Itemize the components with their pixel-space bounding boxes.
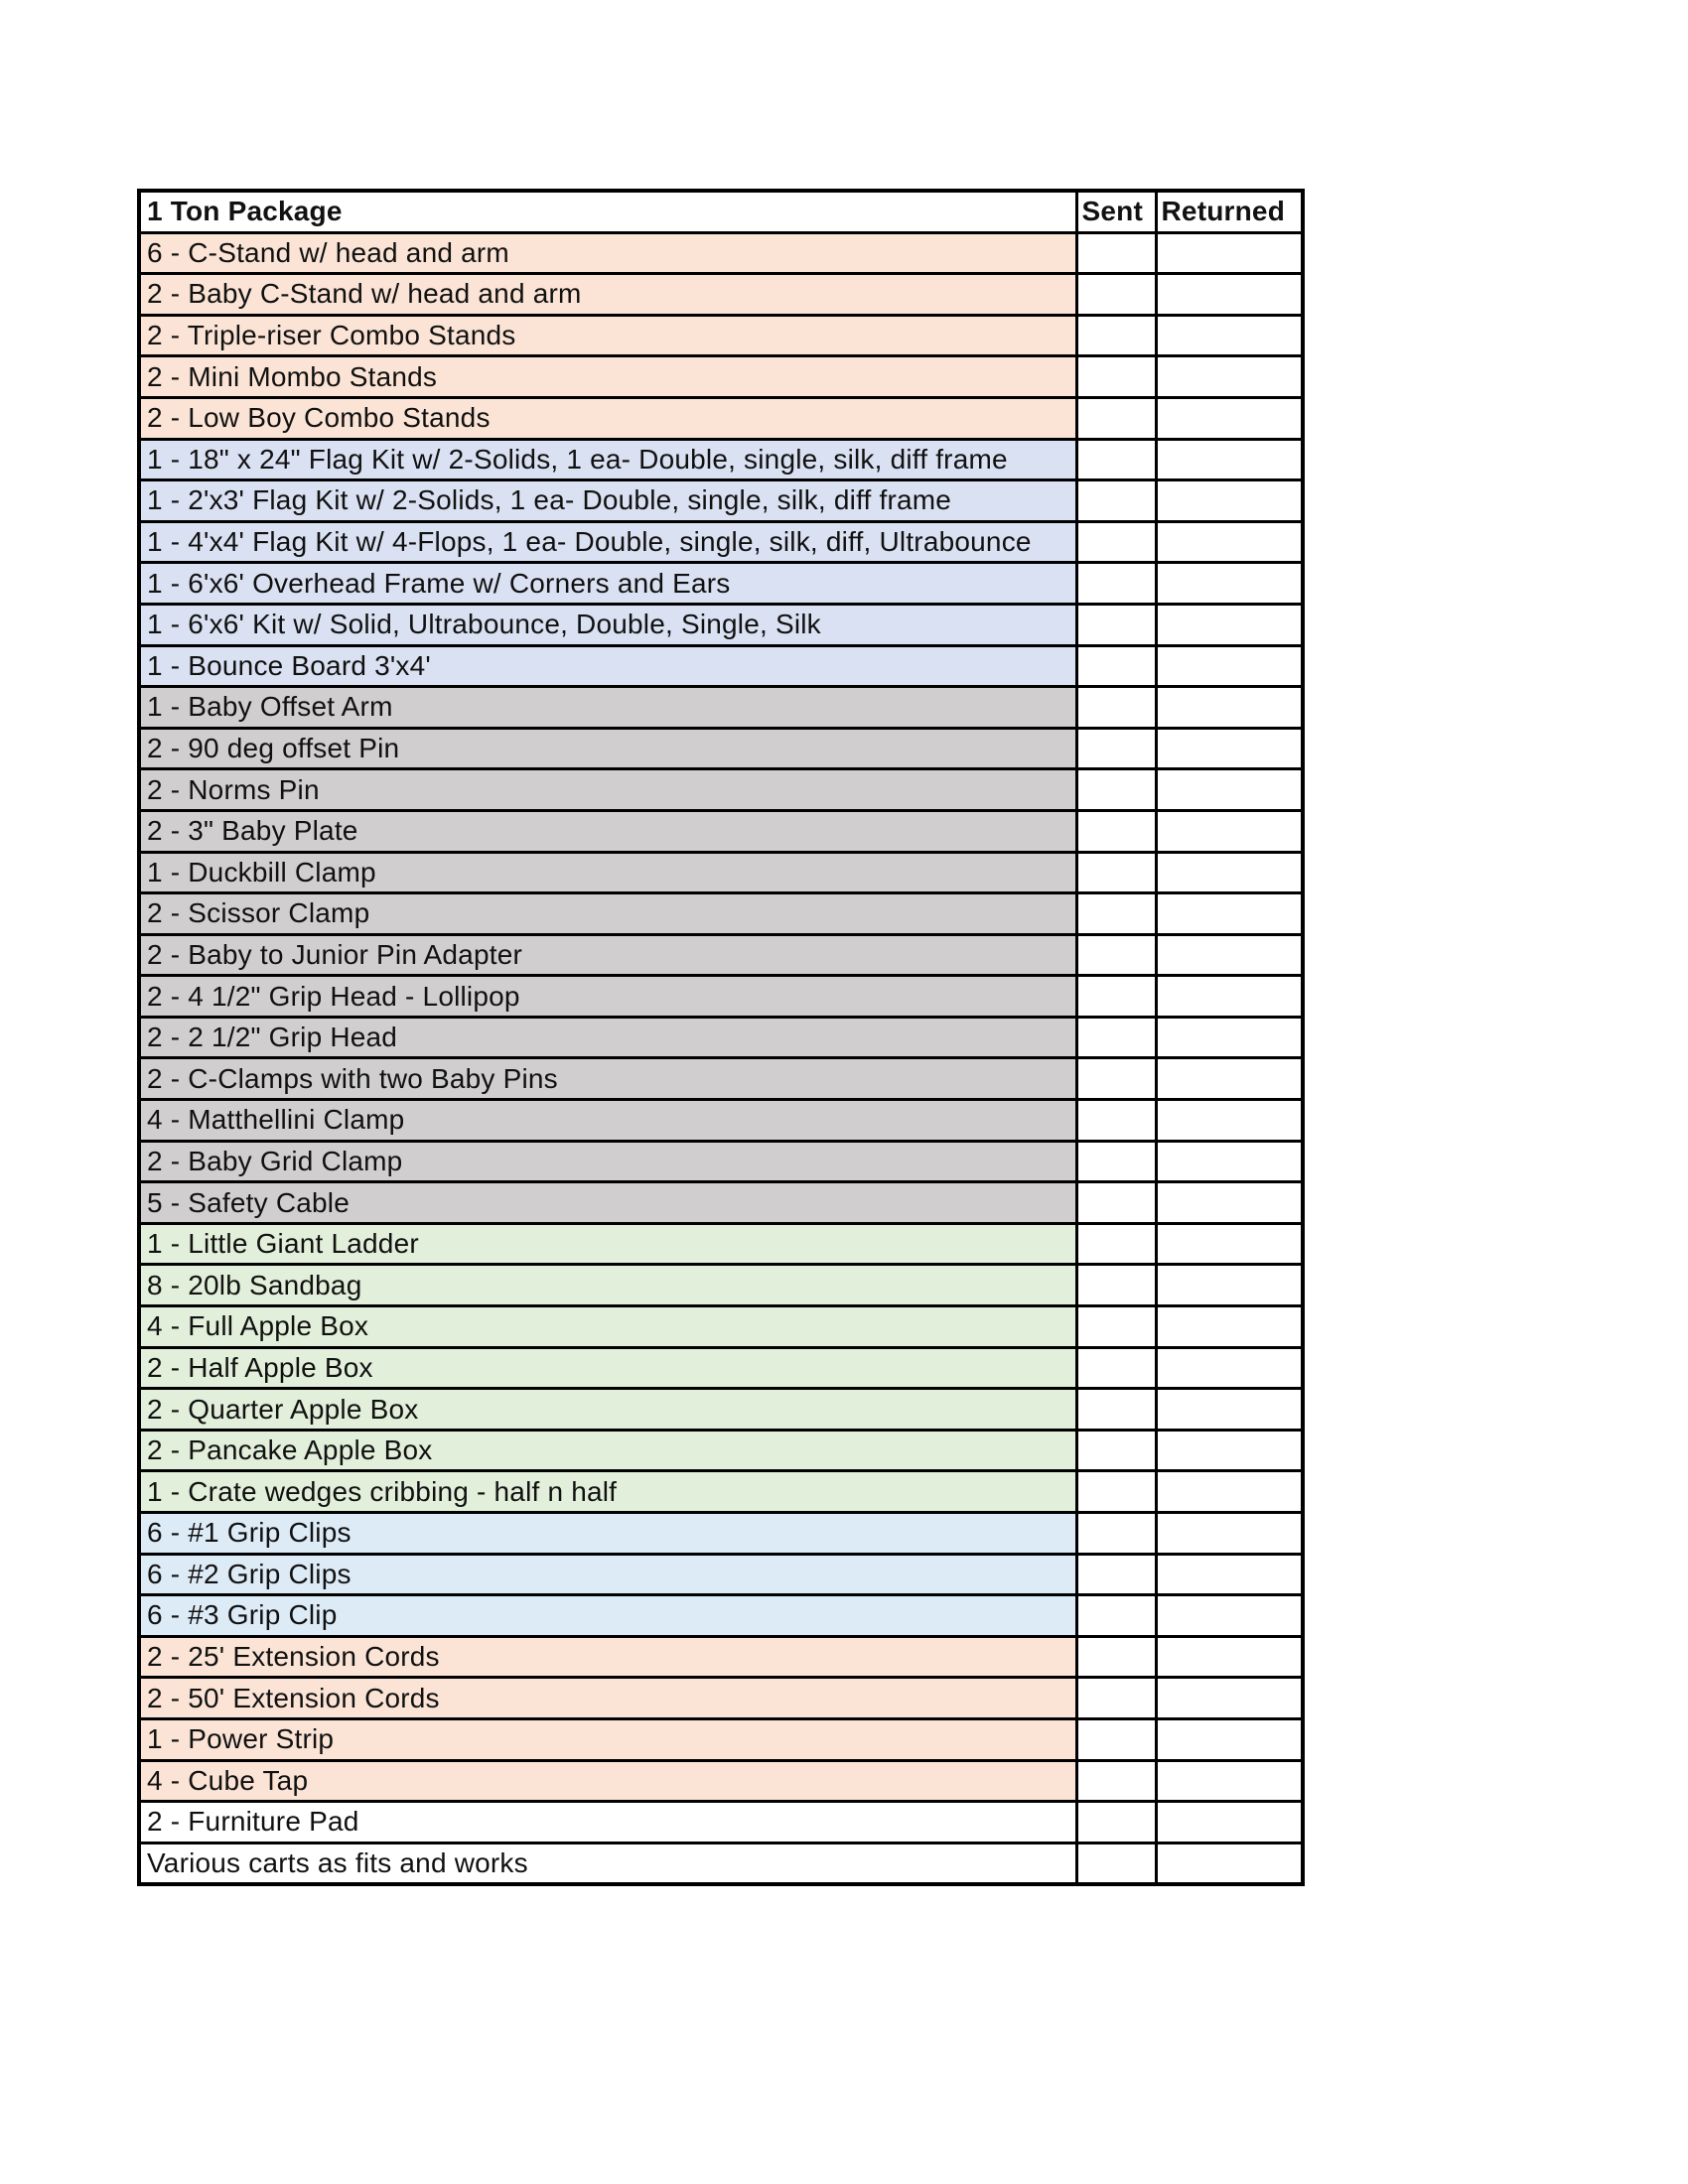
returned-column-header: Returned (1156, 191, 1303, 232)
item-description: 2 - 90 deg offset Pin (139, 728, 1076, 769)
checklist-row (139, 893, 1303, 935)
sent-checkbox-cell[interactable] (1076, 1347, 1156, 1389)
item-description: 2 - Pancake Apple Box (139, 1430, 1076, 1471)
sent-checkbox-cell[interactable] (1076, 1141, 1156, 1182)
returned-checkbox-cell[interactable] (1156, 1802, 1303, 1843)
item-description: 8 - 20lb Sandbag (139, 1265, 1076, 1306)
item-description: 2 - Furniture Pad (139, 1802, 1076, 1843)
sent-checkbox-cell[interactable] (1076, 1265, 1156, 1306)
sent-checkbox-cell[interactable] (1076, 1306, 1156, 1348)
returned-checkbox-cell[interactable] (1156, 645, 1303, 687)
checklist-row (139, 1554, 1303, 1595)
returned-checkbox-cell[interactable] (1156, 728, 1303, 769)
checklist-row (139, 852, 1303, 893)
checklist-row (139, 1718, 1303, 1760)
checklist-row (139, 1843, 1303, 1884)
sent-checkbox-cell[interactable] (1076, 1513, 1156, 1555)
item-description: 2 - Baby C-Stand w/ head and arm (139, 274, 1076, 316)
sent-checkbox-cell[interactable] (1076, 769, 1156, 811)
returned-checkbox-cell[interactable] (1156, 480, 1303, 522)
checklist-row (139, 769, 1303, 811)
returned-checkbox-cell[interactable] (1156, 604, 1303, 645)
item-description: 1 - 2'x3' Flag Kit w/ 2-Solids, 1 ea- Double, single, silk, diff frame (139, 480, 1076, 522)
item-description: 2 - Norms Pin (139, 769, 1076, 811)
item-description: 1 - Bounce Board 3'x4' (139, 645, 1076, 687)
checklist-row (139, 315, 1303, 356)
sent-checkbox-cell[interactable] (1076, 232, 1156, 274)
item-description: 1 - Duckbill Clamp (139, 852, 1076, 893)
returned-checkbox-cell[interactable] (1156, 232, 1303, 274)
checklist-row (139, 1223, 1303, 1265)
checklist-row (139, 604, 1303, 645)
item-description: 5 - Safety Cable (139, 1182, 1076, 1224)
sent-checkbox-cell[interactable] (1076, 852, 1156, 893)
returned-checkbox-cell[interactable] (1156, 563, 1303, 605)
checklist-row (139, 1595, 1303, 1637)
sent-checkbox-cell[interactable] (1076, 1843, 1156, 1884)
item-description: 2 - C-Clamps with two Baby Pins (139, 1058, 1076, 1100)
sent-checkbox-cell[interactable] (1076, 315, 1156, 356)
item-description: 1 - 4'x4' Flag Kit w/ 4-Flops, 1 ea- Double, single, silk, diff, Ultrabounce (139, 521, 1076, 563)
checklist-row (139, 810, 1303, 852)
item-description: 1 - Crate wedges cribbing - half n half (139, 1471, 1076, 1513)
sent-checkbox-cell[interactable] (1076, 397, 1156, 439)
checklist-row (139, 1636, 1303, 1678)
sent-checkbox-cell[interactable] (1076, 1223, 1156, 1265)
sent-checkbox-cell[interactable] (1076, 728, 1156, 769)
checklist-row (139, 976, 1303, 1018)
checklist-row (139, 563, 1303, 605)
checklist-sheet (137, 189, 1301, 1886)
sent-checkbox-cell[interactable] (1076, 1718, 1156, 1760)
returned-checkbox-cell[interactable] (1156, 397, 1303, 439)
sent-checkbox-cell[interactable] (1076, 1430, 1156, 1471)
checklist-row (139, 1141, 1303, 1182)
item-description: 1 - Baby Offset Arm (139, 687, 1076, 729)
sent-checkbox-cell[interactable] (1076, 1471, 1156, 1513)
sent-checkbox-cell[interactable] (1076, 893, 1156, 935)
item-description: 1 - 18" x 24" Flag Kit w/ 2-Solids, 1 ea- Double, single, silk, diff frame (139, 439, 1076, 480)
item-description: 2 - 4 1/2" Grip Head - Lollipop (139, 976, 1076, 1018)
item-description: Various carts as fits and works (139, 1843, 1076, 1884)
checklist-row (139, 1182, 1303, 1224)
item-description: 6 - #3 Grip Clip (139, 1595, 1076, 1637)
checklist-row (139, 728, 1303, 769)
sent-column-header: Sent (1076, 191, 1156, 232)
item-description: 2 - 3" Baby Plate (139, 810, 1076, 852)
returned-checkbox-cell[interactable] (1156, 521, 1303, 563)
sent-checkbox-cell[interactable] (1076, 1760, 1156, 1802)
item-description: 2 - 50' Extension Cords (139, 1678, 1076, 1719)
sent-checkbox-cell[interactable] (1076, 976, 1156, 1018)
package-title: 1 Ton Package (139, 191, 1076, 232)
checklist-row (139, 1678, 1303, 1719)
item-description: 2 - Baby Grid Clamp (139, 1141, 1076, 1182)
returned-checkbox-cell[interactable] (1156, 1347, 1303, 1389)
checklist-row (139, 1802, 1303, 1843)
item-description: 4 - Cube Tap (139, 1760, 1076, 1802)
sent-checkbox-cell[interactable] (1076, 1636, 1156, 1678)
sent-checkbox-cell[interactable] (1076, 810, 1156, 852)
sent-checkbox-cell[interactable] (1076, 1554, 1156, 1595)
sent-checkbox-cell[interactable] (1076, 274, 1156, 316)
item-description: 6 - C-Stand w/ head and arm (139, 232, 1076, 274)
item-description: 1 - Little Giant Ladder (139, 1223, 1076, 1265)
checklist-row (139, 397, 1303, 439)
returned-checkbox-cell[interactable] (1156, 893, 1303, 935)
returned-checkbox-cell[interactable] (1156, 1017, 1303, 1058)
returned-checkbox-cell[interactable] (1156, 1760, 1303, 1802)
checklist-row (139, 274, 1303, 316)
checklist-row (139, 232, 1303, 274)
item-description: 6 - #2 Grip Clips (139, 1554, 1076, 1595)
returned-checkbox-cell[interactable] (1156, 1843, 1303, 1884)
item-description: 2 - Half Apple Box (139, 1347, 1076, 1389)
returned-checkbox-cell[interactable] (1156, 439, 1303, 480)
sent-checkbox-cell[interactable] (1076, 521, 1156, 563)
returned-checkbox-cell[interactable] (1156, 1718, 1303, 1760)
checklist-row (139, 687, 1303, 729)
checklist-row (139, 645, 1303, 687)
header-row (139, 191, 1303, 232)
checklist-row (139, 521, 1303, 563)
returned-checkbox-cell[interactable] (1156, 1595, 1303, 1637)
returned-checkbox-cell[interactable] (1156, 1513, 1303, 1555)
returned-checkbox-cell[interactable] (1156, 1471, 1303, 1513)
checklist-row (139, 1058, 1303, 1100)
item-description: 4 - Matthellini Clamp (139, 1100, 1076, 1142)
sent-checkbox-cell[interactable] (1076, 1802, 1156, 1843)
sent-checkbox-cell[interactable] (1076, 1182, 1156, 1224)
checklist-row (139, 1430, 1303, 1471)
returned-checkbox-cell[interactable] (1156, 1636, 1303, 1678)
sent-checkbox-cell[interactable] (1076, 1595, 1156, 1637)
item-description: 1 - Power Strip (139, 1718, 1076, 1760)
checklist-row (139, 1100, 1303, 1142)
returned-checkbox-cell[interactable] (1156, 274, 1303, 316)
returned-checkbox-cell[interactable] (1156, 1100, 1303, 1142)
returned-checkbox-cell[interactable] (1156, 1554, 1303, 1595)
returned-checkbox-cell[interactable] (1156, 1058, 1303, 1100)
checklist-row (139, 1347, 1303, 1389)
returned-checkbox-cell[interactable] (1156, 1389, 1303, 1431)
sent-checkbox-cell[interactable] (1076, 1100, 1156, 1142)
item-description: 6 - #1 Grip Clips (139, 1513, 1076, 1555)
sent-checkbox-cell[interactable] (1076, 356, 1156, 398)
returned-checkbox-cell[interactable] (1156, 687, 1303, 729)
checklist-row (139, 1513, 1303, 1555)
sent-checkbox-cell[interactable] (1076, 1389, 1156, 1431)
returned-checkbox-cell[interactable] (1156, 1678, 1303, 1719)
checklist-row (139, 1760, 1303, 1802)
checklist-row (139, 1306, 1303, 1348)
sent-checkbox-cell[interactable] (1076, 439, 1156, 480)
returned-checkbox-cell[interactable] (1156, 852, 1303, 893)
checklist-row (139, 1471, 1303, 1513)
sent-checkbox-cell[interactable] (1076, 1678, 1156, 1719)
checklist-row (139, 480, 1303, 522)
item-description: 2 - Mini Mombo Stands (139, 356, 1076, 398)
sent-checkbox-cell[interactable] (1076, 1017, 1156, 1058)
returned-checkbox-cell[interactable] (1156, 769, 1303, 811)
item-description: 2 - Low Boy Combo Stands (139, 397, 1076, 439)
returned-checkbox-cell[interactable] (1156, 1141, 1303, 1182)
checklist-row (139, 1017, 1303, 1058)
returned-checkbox-cell[interactable] (1156, 1430, 1303, 1471)
sent-checkbox-cell[interactable] (1076, 604, 1156, 645)
returned-checkbox-cell[interactable] (1156, 976, 1303, 1018)
returned-checkbox-cell[interactable] (1156, 315, 1303, 356)
returned-checkbox-cell[interactable] (1156, 1182, 1303, 1224)
equipment-checklist-table (137, 189, 1305, 1886)
item-description: 2 - Baby to Junior Pin Adapter (139, 934, 1076, 976)
returned-checkbox-cell[interactable] (1156, 934, 1303, 976)
item-description: 2 - Quarter Apple Box (139, 1389, 1076, 1431)
returned-checkbox-cell[interactable] (1156, 356, 1303, 398)
sent-checkbox-cell[interactable] (1076, 1058, 1156, 1100)
sent-checkbox-cell[interactable] (1076, 645, 1156, 687)
item-description: 2 - Triple-riser Combo Stands (139, 315, 1076, 356)
sent-checkbox-cell[interactable] (1076, 563, 1156, 605)
sent-checkbox-cell[interactable] (1076, 934, 1156, 976)
item-description: 2 - 25' Extension Cords (139, 1636, 1076, 1678)
returned-checkbox-cell[interactable] (1156, 1265, 1303, 1306)
item-description: 2 - Scissor Clamp (139, 893, 1076, 935)
checklist-row (139, 1265, 1303, 1306)
item-description: 1 - 6'x6' Overhead Frame w/ Corners and Ears (139, 563, 1076, 605)
checklist-row (139, 1389, 1303, 1431)
returned-checkbox-cell[interactable] (1156, 1306, 1303, 1348)
item-description: 4 - Full Apple Box (139, 1306, 1076, 1348)
checklist-body (139, 232, 1303, 1884)
returned-checkbox-cell[interactable] (1156, 810, 1303, 852)
checklist-row (139, 934, 1303, 976)
checklist-row (139, 356, 1303, 398)
item-description: 2 - 2 1/2" Grip Head (139, 1017, 1076, 1058)
sent-checkbox-cell[interactable] (1076, 480, 1156, 522)
checklist-row (139, 439, 1303, 480)
item-description: 1 - 6'x6' Kit w/ Solid, Ultrabounce, Double, Single, Silk (139, 604, 1076, 645)
returned-checkbox-cell[interactable] (1156, 1223, 1303, 1265)
sent-checkbox-cell[interactable] (1076, 687, 1156, 729)
